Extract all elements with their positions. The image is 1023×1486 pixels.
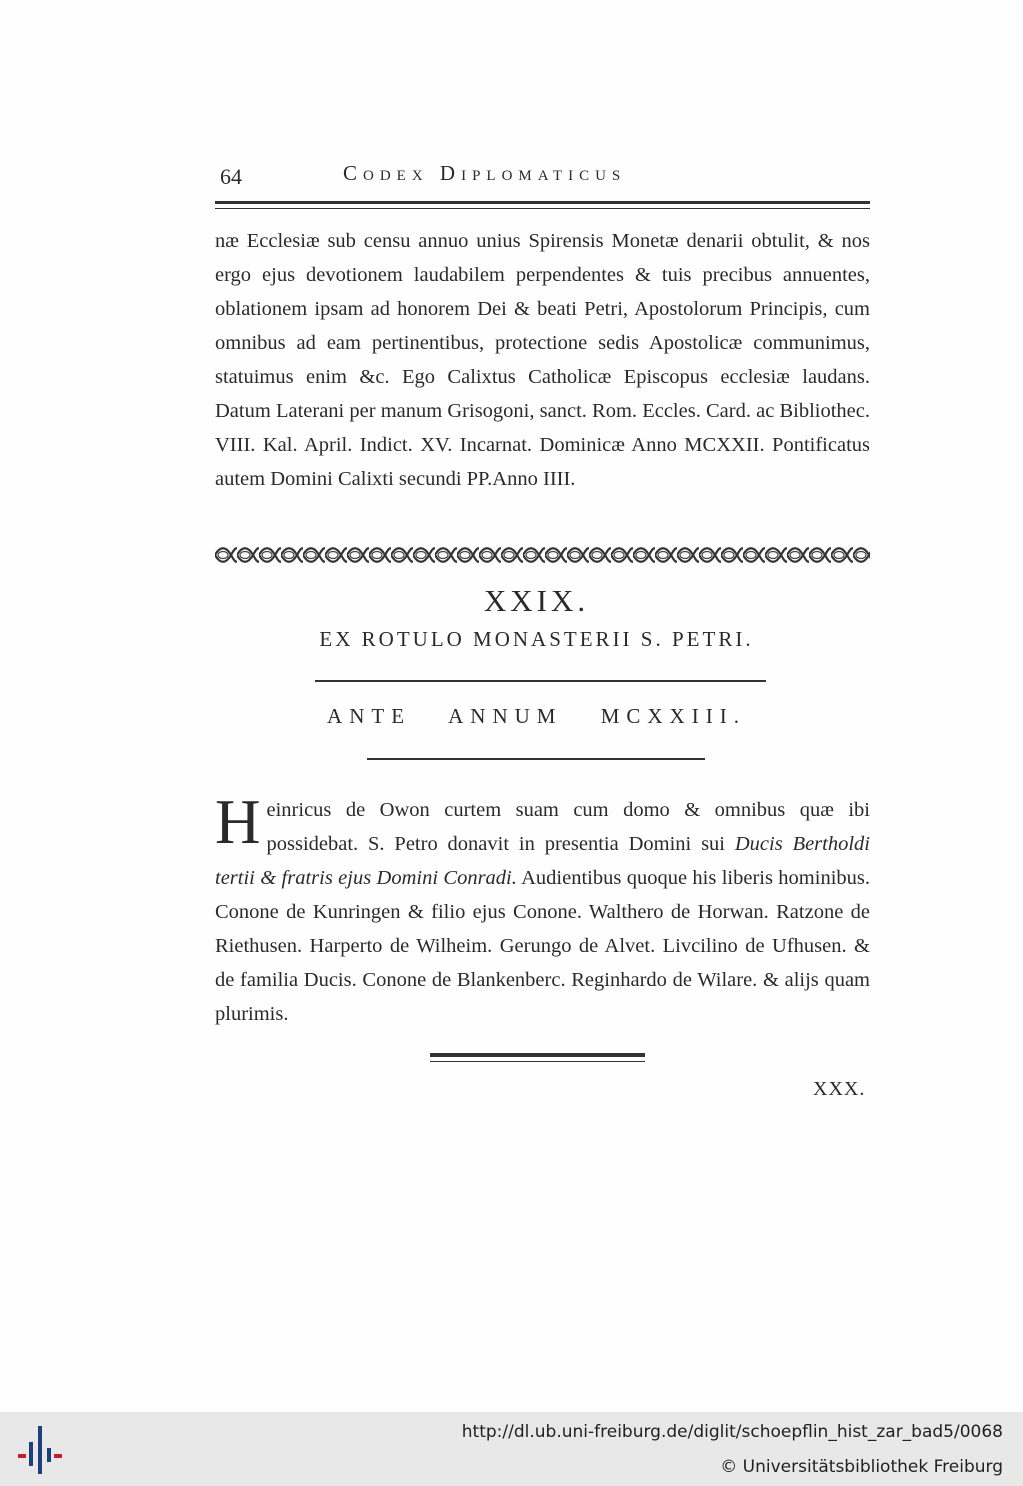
document-number: XXIX. — [483, 583, 590, 618]
catchword: XXX. — [813, 1078, 866, 1100]
closing-rule-thick — [430, 1053, 645, 1057]
section-rule-2 — [367, 758, 705, 760]
document-paragraph — [215, 787, 871, 1031]
footer-bar — [0, 1412, 1023, 1486]
document-text-part2: Audientibus quoque his liberis hominibus. Conone de Kunringen & filio ejus Conone. Walthero de Horwan. Ratzone de Riethusen. Harperto de Wilheim. Gerungo de Alvet. Livcilino de Ufhusen. & de familia Ducis. Conone de Blankenberc. Reginhardo de Wilare. & alijs quam plurimis. — [215, 867, 870, 1025]
document-source: EX ROTULO MONASTERII S. PETRI. — [319, 627, 754, 651]
document-date-heading: ANTE ANNUM MCXXIII. — [327, 704, 746, 728]
permalink-url[interactable]: http://dl.ub.uni-freiburg.de/diglit/schoepflin_hist_zar_bad5/0068 — [461, 1422, 1003, 1442]
page-number: 64 — [220, 164, 242, 189]
ornamental-band — [215, 544, 870, 566]
continuation-paragraph: næ Ecclesiæ sub censu annuo unius Spirensis Monetæ denarii obtulit, & nos ergo ejus devotionem laudabilem perpendentes & tuis precibus annuentes, oblationem ipsam ad honorem Dei & beati Petri, Apostolorum Principis, cum omnibus ad eam pertinentibus, protectione sedis Apostolicæ communimus, statuimus enim &c. Ego Calixtus Catholicæ Episcopus ecclesiæ laudans. Datum Laterani per manum Grisogoni, sanct. Rom. Eccles. Card. ac Bibliothec. VIII. Kal. April. Indict. XV. Incarnat. Dominicæ Anno MCXXII. Pontificatus autem Domini Calixti secundi PP.Anno IIII. — [215, 230, 870, 490]
closing-rule-thin — [430, 1061, 645, 1062]
document-text-italic: Ducis Bertholdi tertii & fratris ejus Domini Conradi. — [215, 833, 871, 889]
header-rule-thick — [215, 201, 870, 204]
header-rule-thin — [215, 208, 870, 209]
library-logo-icon[interactable] — [14, 1422, 66, 1478]
document-text-part1: einricus de Owon curtem suam cum domo & omnibus quæ ibi possidebat. S. Petro donavit in presentia Domini sui — [266, 799, 870, 855]
section-rule-1 — [315, 680, 766, 682]
document-text — [215, 787, 871, 1031]
running-title: Codex Diplomaticus — [343, 161, 627, 185]
continuation-text — [215, 224, 870, 496]
drop-capital: H — [215, 787, 261, 857]
copyright-notice: © Universitätsbibliothek Freiburg — [720, 1457, 1003, 1477]
page-header — [215, 158, 870, 188]
